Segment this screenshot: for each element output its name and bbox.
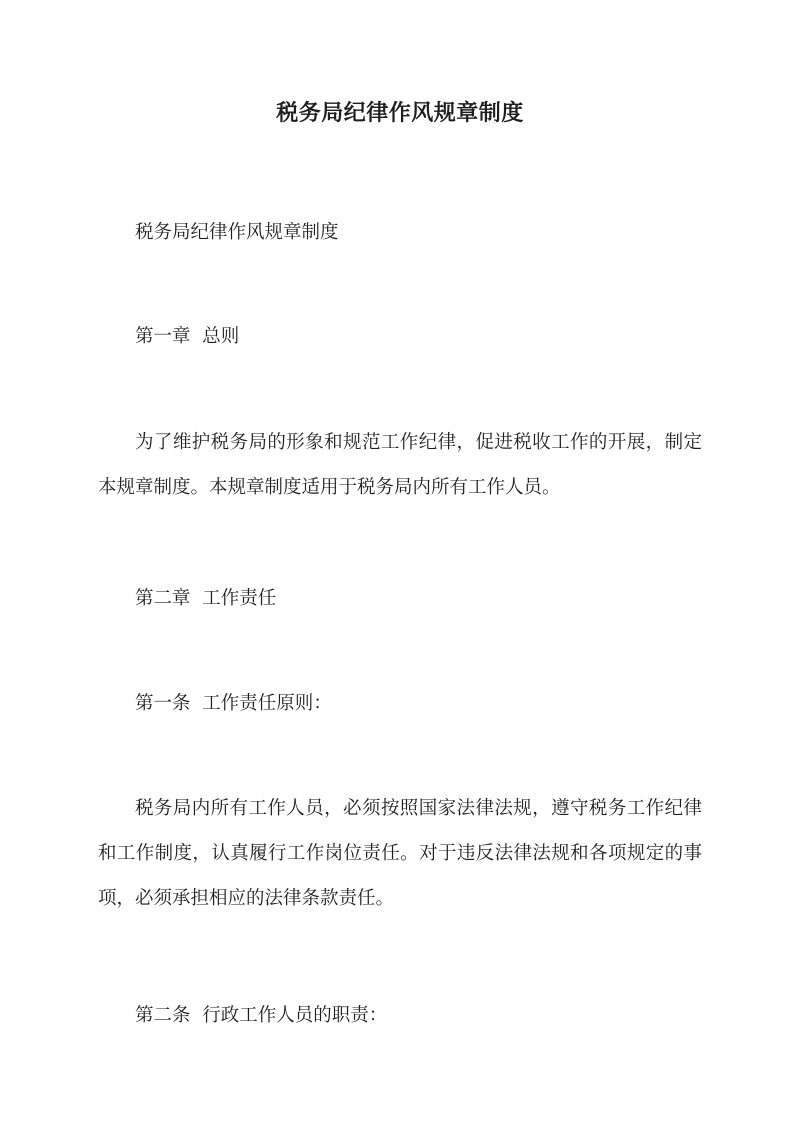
chapter-1-heading: 第一章 总则: [135, 326, 240, 347]
document-title: 税务局纪律作风规章制度: [276, 100, 524, 126]
article-1-paragraph: 税务局内所有工作人员，必须按照国家法律法规，遵守税务工作纪律和工作制度，认真履行工作岗位责任。对于违反法律法规和各项规定的事项，必须承担相应的法律条款责任。: [98, 798, 702, 909]
article-1-heading: 第一条 工作责任原则：: [135, 693, 332, 714]
chapter-2-heading: 第二章 工作责任: [135, 588, 277, 609]
article-2-heading: 第二条 行政工作人员的职责：: [135, 1005, 388, 1026]
chapter-1-paragraph: 为了维护税务局的形象和规范工作纪律，促进税收工作的开展，制定本规章制度。本规章制度适用于税务局内所有工作人员。: [98, 432, 702, 498]
document-subtitle: 税务局纪律作风规章制度: [135, 222, 339, 243]
